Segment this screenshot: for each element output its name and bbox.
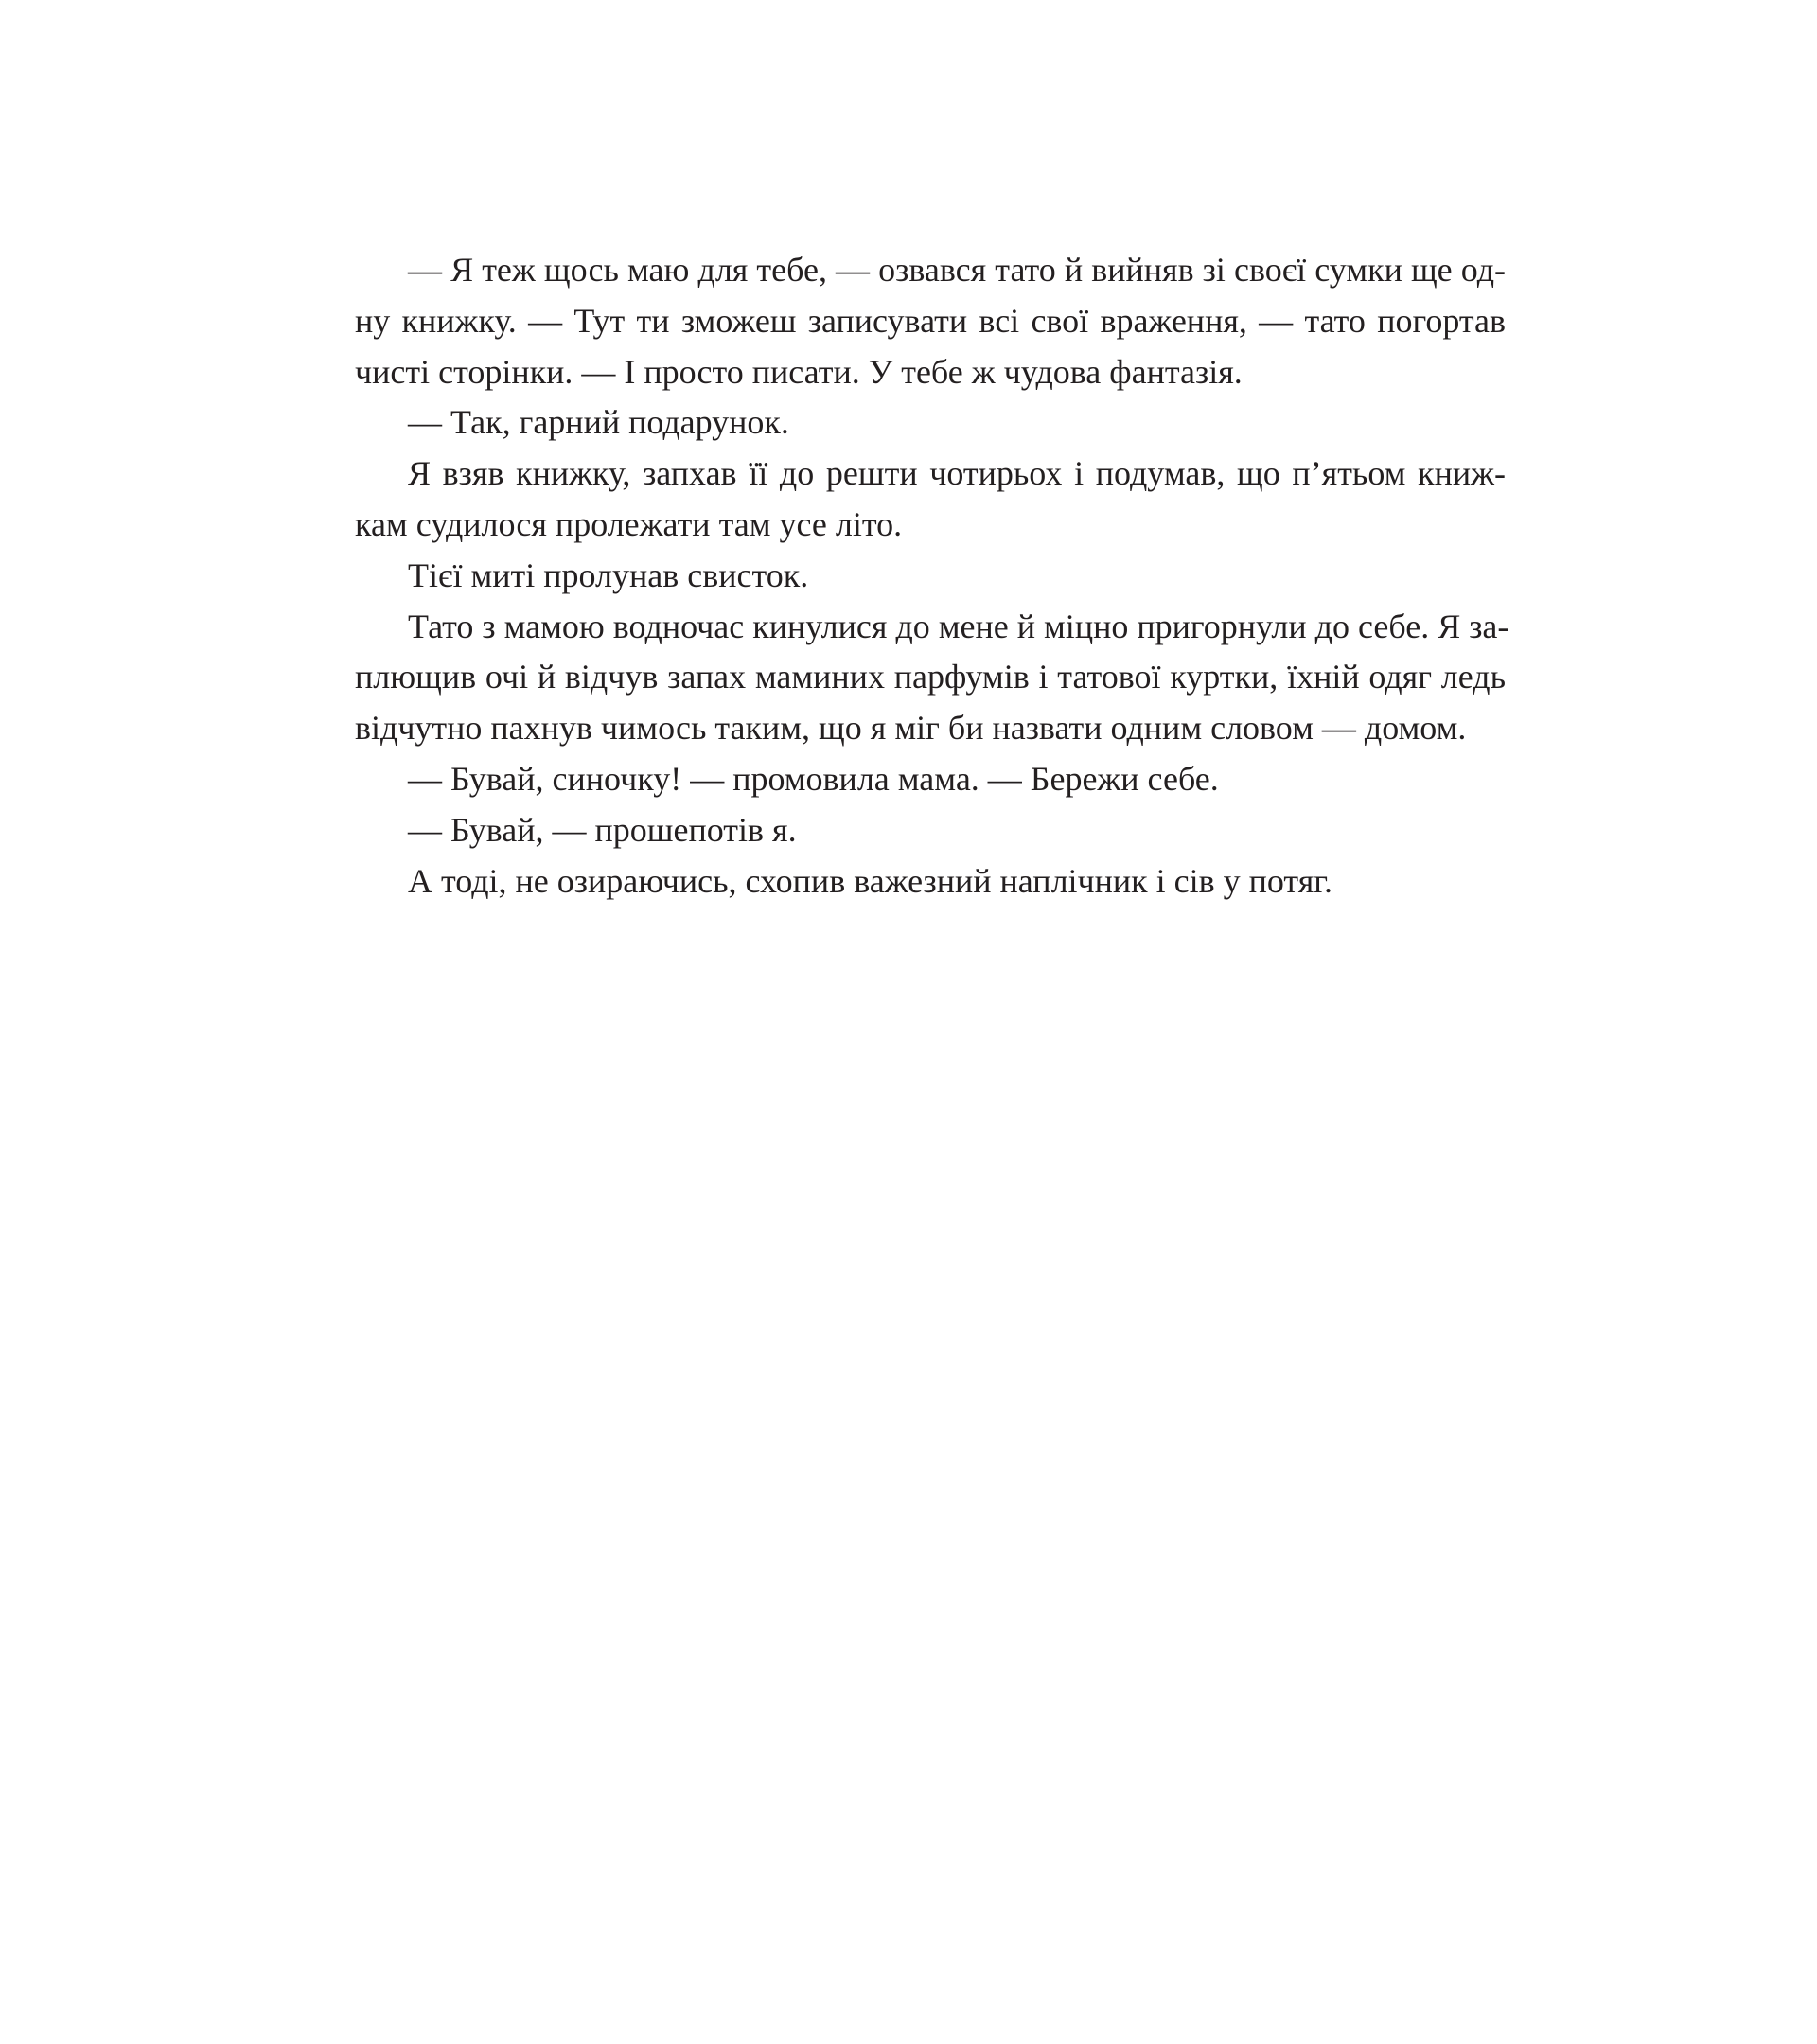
text-line: — Бувай, синочку! — промовила мама. — Бережи себе.: [408, 759, 1219, 798]
text-line: Тато з мамою водночас кинулися до мене й міцно пригорнули до себе. Я за-: [408, 607, 1509, 645]
text-line: відчутно пахнув чимось таким, що я міг би назвати одним словом — домом.: [355, 709, 1467, 748]
text-line: Я взяв книжку, запхав її до решти чотирьох і подумав, що п’ятьом книж-: [408, 454, 1506, 493]
text-line: кам судилося пролежати там усе літо.: [355, 504, 903, 543]
text-line: — Я теж щось маю для тебе, — озвався тато й вийняв зі своєї сумки ще од-: [408, 251, 1506, 289]
text-line: плющив очі й відчув запах маминих парфумів і татової куртки, їхній одяг ледь: [355, 658, 1506, 696]
text-line: — Так, гарний подарунок.: [408, 403, 789, 442]
text-line: чисті сторінки. — І просто писати. У тебе ж чудова фантазія.: [355, 352, 1243, 391]
text-line: А тоді, не озираючись, схопив важезний наплічник і сів у потяг.: [408, 861, 1332, 900]
text-line: — Бувай, — прошепотів я.: [408, 810, 797, 849]
text-line: ну книжку. — Тут ти зможеш записувати всі свої враження, — тато погортав: [355, 301, 1506, 340]
body-text: [355, 245, 1509, 907]
text-line: Тієї миті пролунав свисток.: [408, 555, 809, 594]
